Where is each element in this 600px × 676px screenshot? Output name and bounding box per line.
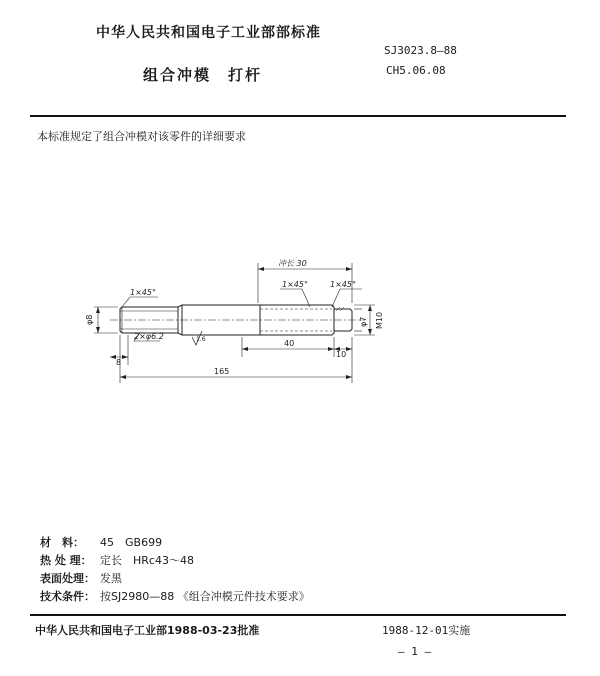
issuing-organization: 中华人民共和国电子工业部部标准 bbox=[96, 25, 321, 41]
spec-heat-label: 热 处 理： bbox=[40, 554, 92, 567]
spec-surface-value: 发黑 bbox=[100, 572, 122, 585]
dim-10-label: 10 bbox=[336, 350, 347, 359]
page-number: — 1 — bbox=[398, 645, 432, 658]
intro-text: 本标准规定了组合冲模对该零件的详细要求 bbox=[37, 130, 246, 143]
thread-label: 2×φ6.2 bbox=[134, 332, 164, 341]
chamfer-left-label: 1×45° bbox=[130, 288, 156, 297]
spec-material-label: 材 料： bbox=[40, 536, 84, 549]
spec-material bbox=[40, 534, 162, 550]
spec-surface-treatment bbox=[40, 570, 122, 586]
approval-line: 中华人民共和国电子工业部1988-03-23批准 bbox=[35, 624, 260, 637]
spec-technical-conditions bbox=[40, 588, 310, 604]
standard-number: SJ3023.8—88 bbox=[384, 44, 457, 57]
header-rule bbox=[30, 115, 566, 117]
footer-rule bbox=[30, 614, 566, 616]
dim-165-label: 165 bbox=[214, 367, 230, 376]
chamfer-right-label: 1×45° bbox=[330, 280, 356, 289]
right-diameter-label: φ7 bbox=[359, 316, 368, 327]
dim-40-label: 40 bbox=[284, 339, 295, 348]
spec-tech-value: 按SJ2980—88 《组合冲模元件技术要求》 bbox=[100, 590, 310, 603]
document-title: 组合冲模 打杆 bbox=[143, 66, 263, 84]
chamfer-mid-label: 1×45° bbox=[282, 280, 308, 289]
spec-heat-value: 定长 HRc43～48 bbox=[100, 554, 194, 567]
roughness-label: 1.6 bbox=[196, 336, 206, 343]
part-drawing bbox=[70, 245, 410, 390]
dim-8-label: 8 bbox=[116, 358, 122, 367]
right-thread-label: M10 bbox=[375, 311, 384, 329]
spec-tech-label: 技术条件： bbox=[40, 590, 95, 603]
stamp-length-label: 冲长 30 bbox=[278, 259, 307, 268]
classification-code: CH5.06.08 bbox=[386, 64, 446, 77]
implementation-date: 1988-12-01实施 bbox=[382, 624, 471, 637]
spec-material-value: 45 GB699 bbox=[100, 536, 163, 549]
spec-surface-label: 表面处理： bbox=[40, 572, 95, 585]
spec-heat-treatment bbox=[40, 552, 194, 568]
left-diameter-label: φ8 bbox=[85, 314, 94, 325]
